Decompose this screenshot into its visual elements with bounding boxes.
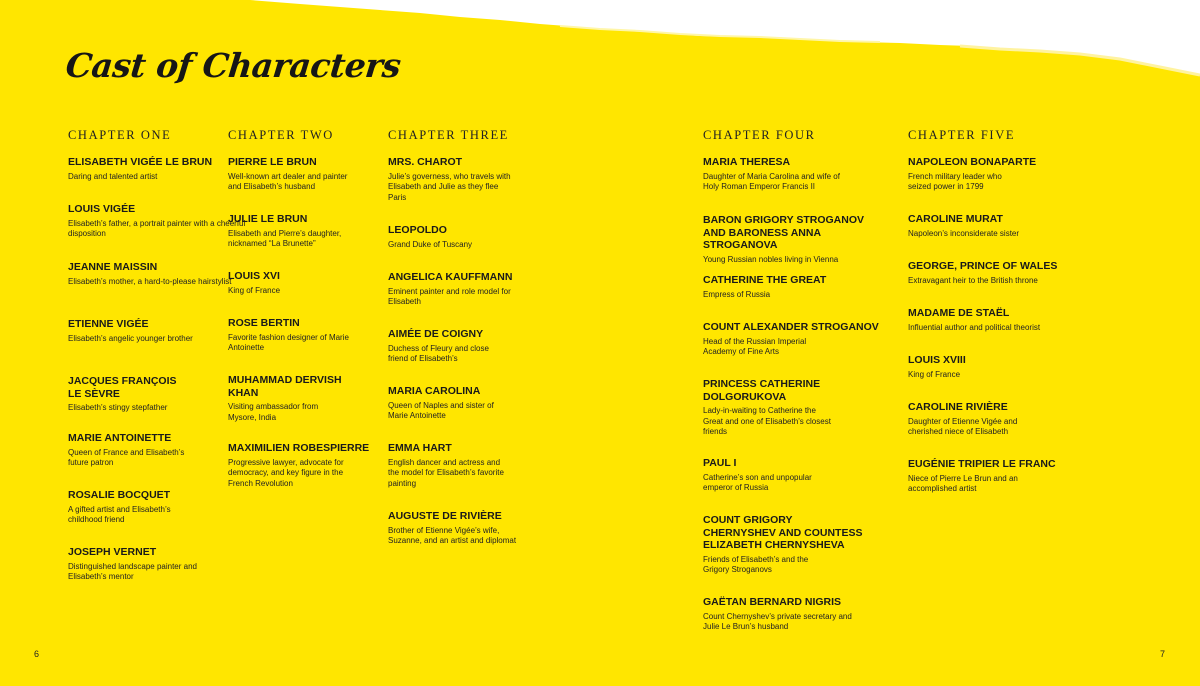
character-name: GAËTAN BERNARD NIGRIS [703,596,842,608]
character-entry [68,203,248,240]
character-name: AIMÉE DE COIGNY [388,328,484,340]
character-name: LEOPOLDO [388,224,447,236]
character-name: BARON GRIGORY STROGANOV AND BARONESS ANNA STROGANOVA [703,214,865,251]
character-entry [68,489,248,526]
character-description: Elisabeth’s angelic younger brother [68,333,193,343]
character-description: Extravagant heir to the British throne [908,275,1038,285]
character-description: Napoleon’s inconsiderate sister [908,228,1020,238]
character-entry [703,214,883,265]
character-entry [703,457,883,494]
character-entry [68,546,248,583]
character-entry [908,307,1088,333]
character-name: MARIA THERESA [703,156,791,168]
character-description: Catherine’s son and unpopular emperor of Russia [703,472,812,492]
character-description: Eminent painter and role model for Elisabeth [388,286,511,306]
character-name: LOUIS XVIII [908,354,966,366]
character-entry [388,385,568,422]
character-entry [228,156,408,193]
chapter-heading: CHAPTER FIVE [908,128,1016,142]
character-description: Julie’s governess, who travels with Elisabeth and Julie as they flee Paris [388,171,511,202]
character-name: LOUIS XVI [228,270,280,282]
character-entry [68,432,248,469]
character-description: King of France [908,369,961,379]
character-name: NAPOLEON BONAPARTE [908,156,1037,168]
character-description: A gifted artist and Elisabeth’s childhood friend [68,504,171,524]
character-name: EMMA HART [388,442,452,454]
character-entry [703,274,883,300]
character-entry [68,375,248,414]
character-description: Brother of Etienne Vigée’s wife, Suzanne, and an artist and diplomat [388,525,517,545]
character-name: EUGÉNIE TRIPIER LE FRANC [908,458,1056,470]
page-title: Cast of Characters [63,46,403,85]
character-name: ROSALIE BOCQUET [68,489,171,501]
character-description: Young Russian nobles living in Vienna [703,254,839,264]
character-name: CAROLINE RIVIÈRE [908,401,1008,413]
character-entry [228,270,408,296]
character-name: MRS. CHAROT [388,156,463,168]
chapter-three-column [388,128,563,545]
character-entry [228,374,408,423]
character-name: PIERRE LE BRUN [228,156,317,168]
character-name: MARIE ANTOINETTE [68,432,172,444]
character-name: ETIENNE VIGÉE [68,318,149,330]
character-name: PAUL I [703,457,737,469]
chapter-four-column [703,128,879,631]
character-entry [68,156,248,182]
character-description: Daring and talented artist [68,171,158,181]
character-entry [388,510,568,547]
character-entry [228,213,408,250]
character-name: JACQUES FRANÇOIS LE SÈVRE [68,375,177,400]
character-description: Daughter of Etienne Vigée and cherished niece of Elisabeth [908,416,1018,436]
character-name: ANGELICA KAUFFMANN [388,271,513,283]
character-description: Grand Duke of Tuscany [388,239,473,249]
character-name: JEANNE MAISSIN [68,261,158,273]
character-entry [703,596,883,633]
chapter-heading: CHAPTER FOUR [703,128,816,142]
character-description: Empress of Russia [703,289,771,299]
chapter-heading: CHAPTER ONE [68,128,172,142]
character-description: King of France [228,285,281,295]
character-name: AUGUSTE DE RIVIÈRE [388,510,502,522]
character-name: MADAME DE STAËL [908,307,1010,319]
character-entry [388,271,568,308]
character-name: MARIA CAROLINA [388,385,481,397]
character-name: GEORGE, PRINCE OF WALES [908,260,1058,272]
chapter-heading: CHAPTER TWO [228,128,334,142]
character-entry [228,317,408,354]
character-entry [703,378,883,438]
character-description: Elisabeth’s stingy stepfather [68,403,168,412]
character-description: Distinguished landscape painter and Elisabeth’s mentor [68,561,197,581]
character-name: MAXIMILIEN ROBESPIERRE [228,442,370,454]
character-entry [68,318,248,344]
character-entry [228,442,408,489]
character-entry [388,442,568,489]
character-description: Well-known art dealer and painter and Elisabeth’s husband [228,171,348,191]
character-name: ELISABETH VIGÉE LE BRUN [68,156,213,168]
character-name: COUNT ALEXANDER STROGANOV [703,321,879,333]
character-description: Queen of Naples and sister of Marie Antoinette [388,400,494,420]
character-name: MUHAMMAD DERVISH KHAN [228,374,342,399]
character-name: JOSEPH VERNET [68,546,157,558]
character-entry [703,321,883,358]
character-name: CATHERINE THE GREAT [703,274,827,286]
character-entry [388,156,568,203]
chapter-five-column [908,128,1083,493]
character-name: PRINCESS CATHERINE DOLGORUKOVA [703,378,821,403]
character-name: JULIE LE BRUN [228,213,308,225]
character-description: Elisabeth and Pierre’s daughter, nicknamed “La Brunette” [228,228,342,248]
character-description: Elisabeth’s father, a portrait painter with a cheerful disposition [68,218,246,238]
character-description: English dancer and actress and the model for Elisabeth’s favorite painting [388,457,504,488]
character-description: Friends of Elisabeth’s and the Grigory Stroganovs [703,554,809,574]
chapter-two-column [228,128,403,488]
character-entry [908,156,1088,193]
character-description: Influential author and political theorist [908,322,1041,332]
page-number-left: 6 [34,649,40,659]
character-entry [703,514,883,576]
character-entry [908,401,1088,438]
chapter-one-column [68,128,246,581]
character-entry [908,213,1088,239]
character-entry [908,354,1088,380]
character-description: Elisabeth’s mother, a hard-to-please hairstylist [68,276,232,286]
character-entry [388,328,568,365]
character-description: Niece of Pierre Le Brun and an accomplished artist [908,473,1018,493]
character-description: Duchess of Fleury and close friend of Elisabeth’s [388,343,489,363]
character-name: COUNT GRIGORY CHERNYSHEV AND COUNTESS ELIZABETH CHERNYSHEVA [703,514,863,551]
character-entry [703,156,883,193]
character-description: Queen of France and Elisabeth’s future patron [68,447,185,467]
character-description: Daughter of Maria Carolina and wife of Holy Roman Emperor Francis II [703,171,840,191]
character-entry [68,261,248,287]
character-entry [908,458,1088,495]
character-entry [908,260,1088,286]
character-name: ROSE BERTIN [228,317,300,329]
character-description: Visiting ambassador from Mysore, India [228,402,319,422]
character-description: French military leader who seized power in 1799 [908,171,1002,191]
character-description: Progressive lawyer, advocate for democracy, and key figure in the French Revolution [228,457,344,488]
character-description: Head of the Russian Imperial Academy of Fine Arts [703,336,807,356]
page-number-right: 7 [1160,649,1166,659]
character-description: Lady-in-waiting to Catherine the Great and one of Elisabeth’s closest friends [703,406,831,436]
chapter-heading: CHAPTER THREE [388,128,509,142]
character-description: Favorite fashion designer of Marie Antoinette [228,332,349,352]
character-name: LOUIS VIGÉE [68,203,136,215]
character-entry [388,224,568,250]
character-description: Count Chernyshev’s private secretary and Julie Le Brun’s husband [703,611,852,631]
character-name: CAROLINE MURAT [908,213,1003,225]
